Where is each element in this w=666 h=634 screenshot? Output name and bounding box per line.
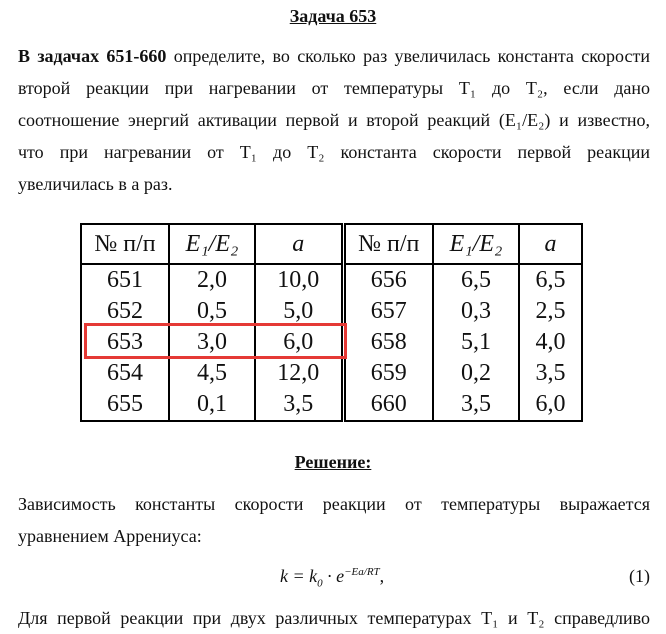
statement-line-4: что при нагревании от Т₁ до Т₂ константа скорости первой реакции [18,142,650,162]
solution-line-1: Зависимость константы скорости реакции от температуры выражается [18,494,650,514]
table-cell: 4,5 [169,358,255,389]
header-cell: a [255,224,343,264]
table-row-highlighted [81,327,582,358]
table-cell: 651 [81,264,169,296]
table-row [81,296,582,327]
problem-statement [18,40,650,200]
header-cell: E₁/E₂ [169,224,255,264]
statement-line-3: соотношение энергий активации первой и второй реакций (Е₁/Е₂) и известно, [18,110,650,130]
header-cell: a [519,224,582,264]
table-header-row [81,224,582,264]
table-cell: 652 [81,296,169,327]
table-cell: 5,1 [433,327,519,358]
table-cell: 6,0 [519,389,582,421]
problem-range: В задачах 651-660 [18,46,167,66]
table-cell: 12,0 [255,358,343,389]
table-cell: 2,5 [519,296,582,327]
table-cell: 659 [343,358,433,389]
table-cell: 3,5 [433,389,519,421]
arrhenius-formula: $k = k_0 \cdot e^{-Ea/RT}$, [280,566,385,590]
statement-line-1: определите, во сколько раз увеличилась константа скорости [166,46,650,66]
table-cell: 0,1 [169,389,255,421]
table-cell: 0,2 [433,358,519,389]
table-cell: 655 [81,389,169,421]
table-cell: 3,5 [255,389,343,421]
continued-text-line: Для первой реакции при двух различных температурах Т₁ и Т₂ справедливо [18,608,650,628]
header-cell: № п/п [81,224,169,264]
statement-line-2: второй реакции при нагревании от температуры Т₁ до Т₂, если дано [18,78,650,98]
table-cell: 2,0 [169,264,255,296]
table-cell: 6,5 [433,264,519,296]
table-cell: 0,5 [169,296,255,327]
solution-text [18,488,650,552]
equation-number: (1) [629,566,650,586]
table-cell: 10,0 [255,264,343,296]
variants-table [80,223,581,421]
table-cell: 657 [343,296,433,327]
table-cell: 0,3 [433,296,519,327]
statement-line-5: увеличилась в а раз. [18,174,173,194]
table-cell: 653 [81,327,169,358]
table-row [81,389,582,421]
solution-line-2: уравнением Аррениуса: [18,526,202,546]
table-cell: 6,0 [255,327,343,358]
table-cell: 3,0 [169,327,255,358]
table-cell: 658 [343,327,433,358]
table-cell: 656 [343,264,433,296]
table-cell: 660 [343,389,433,421]
table-cell: 6,5 [519,264,582,296]
header-cell: E₁/E₂ [433,224,519,264]
table-cell: 654 [81,358,169,389]
table-cell: 5,0 [255,296,343,327]
table-cell: 4,0 [519,327,582,358]
table-cell: 3,5 [519,358,582,389]
table-row [81,264,582,296]
solution-title: Решение: [294,452,372,472]
table-row [81,358,582,389]
header-cell: № п/п [343,224,433,264]
problem-title: Задача 653 [289,6,377,26]
